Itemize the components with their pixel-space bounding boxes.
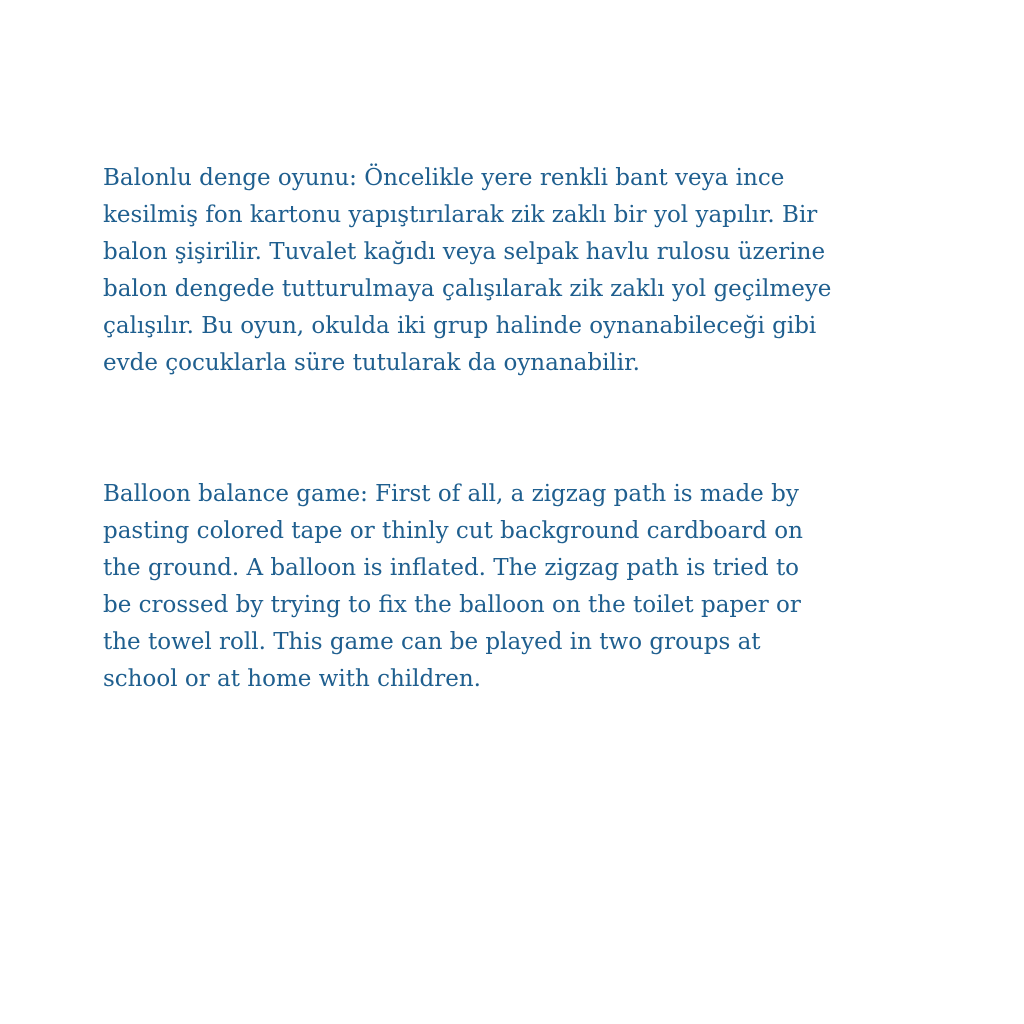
text-line: balon dengede tutturulmaya çalışılarak zik zaklı yol geçilmeye xyxy=(103,276,832,302)
paragraph-turkish xyxy=(103,160,963,382)
text-line: pasting colored tape or thinly cut background cardboard on xyxy=(103,518,803,544)
text-line: evde çocuklarla süre tutularak da oynanabilir. xyxy=(103,350,640,376)
text-line: the ground. A balloon is inflated. The zigzag path is tried to xyxy=(103,555,800,581)
text-line: Balloon balance game: First of all, a zigzag path is made by xyxy=(103,481,799,507)
text-line: the towel roll. This game can be played in two groups at xyxy=(103,629,761,655)
text-line: Balonlu denge oyunu: Öncelikle yere renkli bant veya ince xyxy=(103,165,785,191)
text-line: school or at home with children. xyxy=(103,666,481,692)
text-line: çalışılır. Bu oyun, okulda iki grup halinde oynanabileceği gibi xyxy=(103,313,817,339)
paragraph-english xyxy=(103,476,963,698)
text-line: balon şişirilir. Tuvalet kağıdı veya selpak havlu rulosu üzerine xyxy=(103,239,826,265)
text-line: be crossed by trying to fix the balloon on the toilet paper or xyxy=(103,592,801,618)
text-line: kesilmiş fon kartonu yapıştırılarak zik zaklı bir yol yapılır. Bir xyxy=(103,202,818,228)
